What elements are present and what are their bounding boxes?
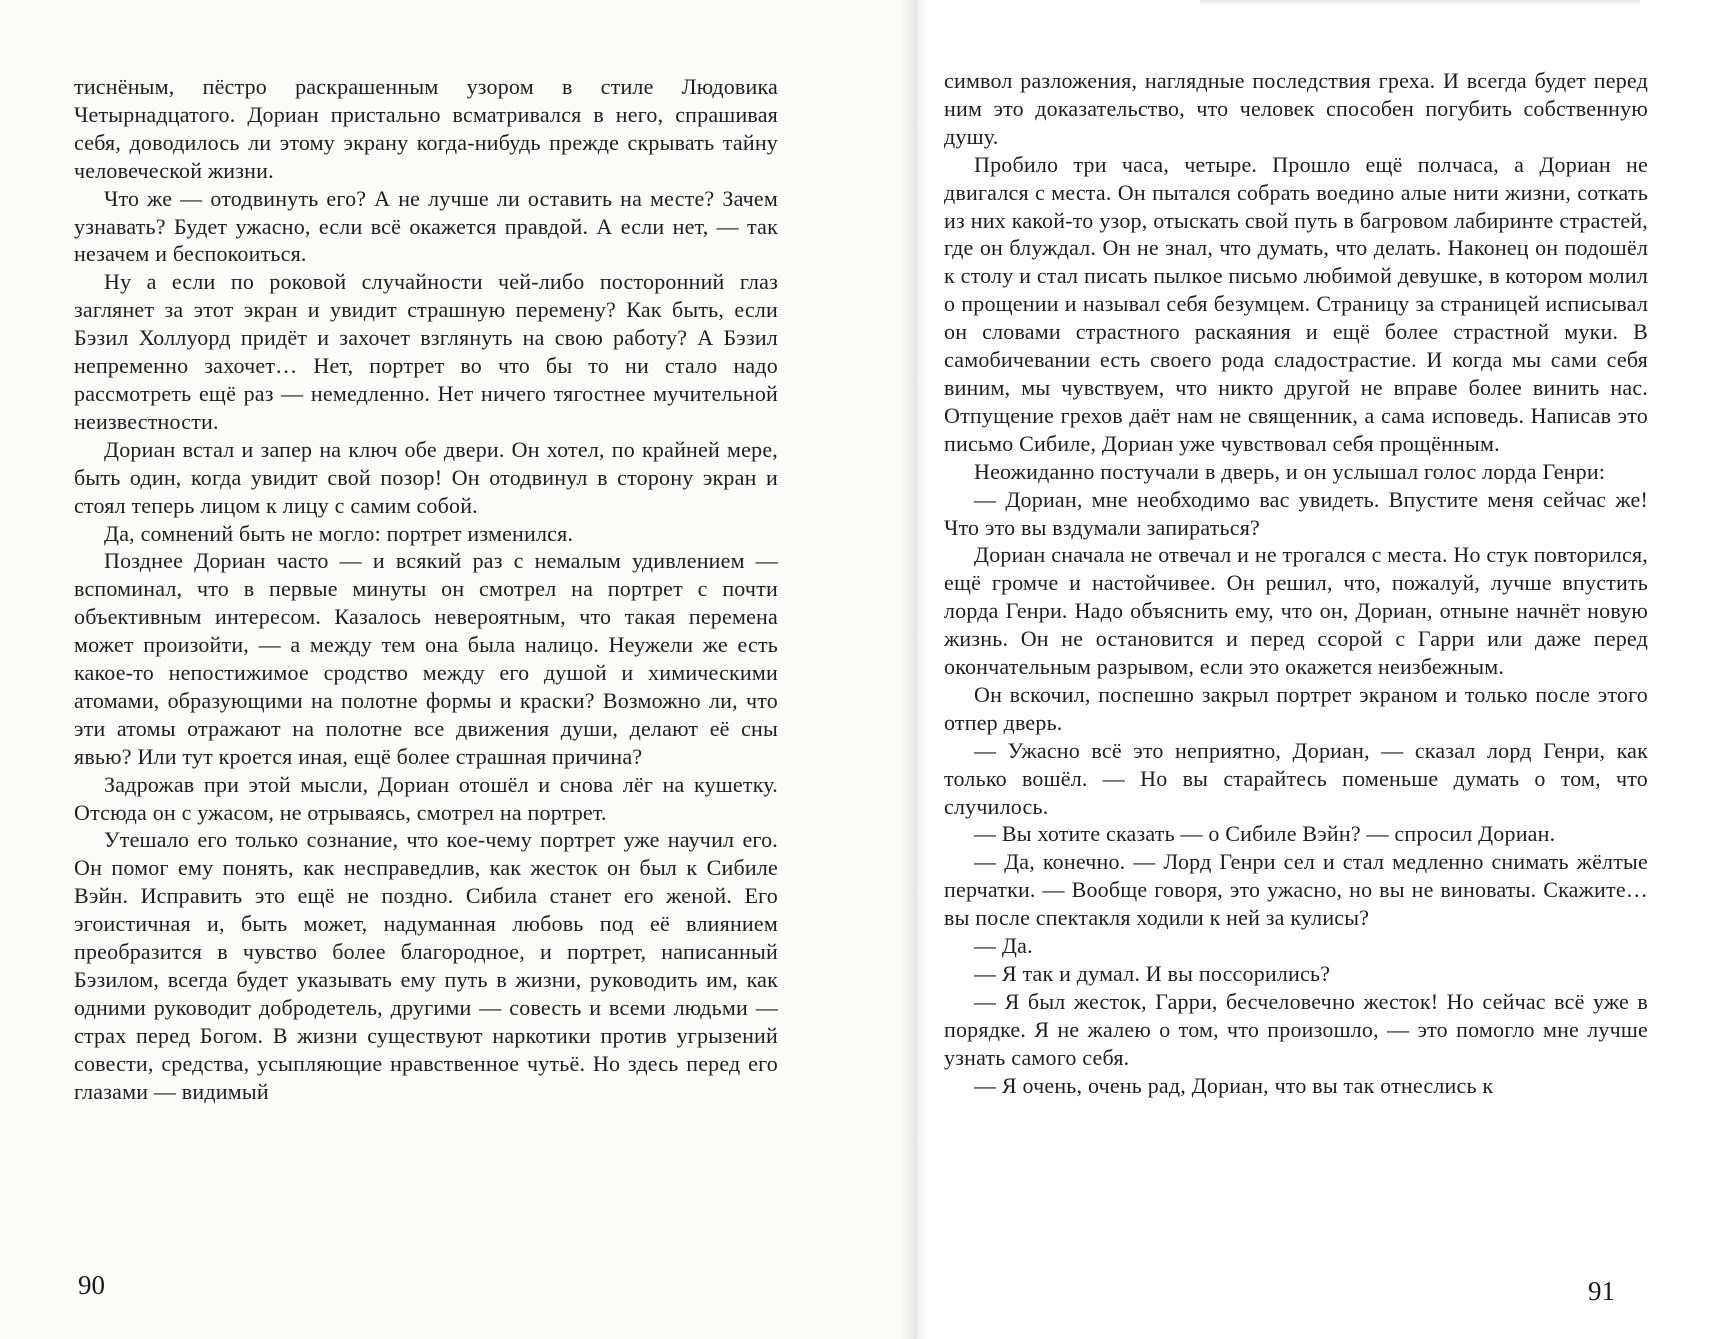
paragraph: — Да. [974,933,1033,959]
paragraph: тиснёным, пёстро раскрашенным узором в стиле Людовика Четырнадцатого. Дориан пристально всматривался в него, спрашивая себя, доводилось ли этому экрану когда-нибудь прежде скрывать тайну человеческой жизни. [74,74,778,183]
left-page-text [74,73,778,1106]
paragraph: — Вы хотите сказать — о Сибиле Вэйн? — спросил Дориан. [974,821,1556,847]
paragraph: символ разложения, наглядные последствия греха. И всегда будет перед ним это доказательство, что человек способен погубить собственную душу. [944,68,1648,149]
paragraph: Задрожав при этой мысли, Дориан отошёл и снова лёг на кушетку. Отсюда он с ужасом, не отрываясь, смотрел на портрет. [74,771,778,825]
paragraph: Утешало его только сознание, что кое-чему портрет уже научил его. Он помог ему понять, как несправедлив, как жесток он был к Сибиле Вэйн. Исправить это ещё не поздно. Сибила станет его женой. Его эгоистичная и, быть может, надуманная любовь под её влиянием преобразится в чувство более благородное, и портрет, написанный Бэзилом, всегда будет указывать ему путь в жизни, руководить им, как одними руководит добродетель, другими — совесть и всеми людьми — страх перед Богом. В жизни существуют наркотики против угрызений совести, средства, усыпляющие нравственное чутьё. Но здесь перед его глазами — видимый [74,827,778,1104]
paragraph: — Я так и думал. И вы поссорились? [974,961,1331,986]
right-page-text [944,67,1648,1100]
scan-edge-shadow [1200,0,1640,6]
left-page-number: 90 [78,1270,105,1300]
paragraph: Да, сомнений быть не могло: портрет изменился. [104,520,574,546]
paragraph: Позднее Дориан часто — и всякий раз с немалым удивлением — вспоминал, что в первые минуты он смотрел на портрет с почти объективным интересом. Казалось невероятным, что такая перемена может произойти, — а между тем она была налицо. Неужели же есть какое-то непостижимое сродство между его душой и химическими атомами, образующими на полотне формы и краски? Возможно ли, что эти атомы отражают на полотне все движения души, делают её сны явью? Или тут кроется иная, ещё более страшная причина? [74,548,778,769]
paragraph: — Я был жесток, Гарри, бесчеловечно жесток! Но сейчас всё уже в порядке. Я не жалею о том, что произошло, — это помогло мне лучше узнать самого себя. [944,988,1648,1070]
paragraph: — Да, конечно. — Лорд Генри сел и стал медленно снимать жёлтые перчатки. — Вообще говоря, это ужасно, но вы не виноваты. Скажите… вы после спектакля ходили к ней за кулисы? [944,849,1648,931]
book-gutter [900,0,930,1339]
paragraph: — Я очень, очень рад, Дориан, что вы так отнеслись к [974,1072,1494,1098]
right-page-number: 91 [1588,1276,1615,1306]
paragraph: Дориан сначала не отвечал и не трогался с места. Но стук повторился, ещё громче и настойчивее. Он решил, что, пожалуй, лучше впустить лорда Генри. Надо объяснить ему, что он, Дориан, отныне начнёт новую жизнь. Он не остановится и перед ссорой с Гарри или даже перед окончательным разрывом, если это окажется неизбежным. [944,542,1648,680]
paragraph: Дориан встал и запер на ключ обе двери. Он хотел, по крайней мере, быть один, когда увидит свой позор! Он отодвинул в сторону экран и стоял теперь лицом к лицу с самим собой. [74,436,778,518]
paragraph: — Ужасно всё это неприятно, Дориан, — сказал лорд Генри, как только вошёл. — Но вы старайтесь поменьше думать о том, что случилось. [944,737,1648,819]
paragraph: — Дориан, мне необходимо вас увидеть. Впустите меня сейчас же! Что это вы вздумали запираться? [944,486,1648,540]
paragraph: Неожиданно постучали в дверь, и он услышал голос лорда Генри: [974,458,1606,484]
paragraph: Ну а если по роковой случайности чей-либо посторонний глаз заглянет за этот экран и увидит страшную перемену? Как быть, если Бэзил Холлуорд придёт и захочет взглянуть на свою работу? А Бэзил непременно захочет… Нет, портрет во что бы то ни стало надо рассмотреть ещё раз — немедленно. Нет ничего тягостнее мучительной неизвестности. [74,269,778,434]
paragraph: Он вскочил, поспешно закрыл портрет экраном и только после этого отпер дверь. [944,681,1648,735]
paragraph: Что же — отодвинуть его? А не лучше ли оставить на месте? Зачем узнавать? Будет ужасно, если всё окажется правдой. А если нет, — так незачем и беспокоиться. [74,185,778,267]
paragraph: Пробило три часа, четыре. Прошло ещё полчаса, а Дориан не двигался с места. Он пытался собрать воедино алые нити жизни, соткать из них какой-то узор, отыскать свой путь в багровом лабиринте страстей, где он блуждал. Он не знал, что думать, что делать. Наконец он подошёл к столу и стал писать пылкое письмо любимой девушке, в котором молил о прощении и называл себя безумцем. Страницу за страницей исписывал он словами страстного раскаяния и ещё более страстной муки. В самобичевании есть своего рода сладострастие. И когда мы сами себя виним, мы чувствуем, что никто другой не вправе более винить нас. Отпущение грехов даёт нам не священник, а сама исповедь. Написав это письмо Сибиле, Дориан уже чувствовал себя прощённым. [944,151,1648,456]
